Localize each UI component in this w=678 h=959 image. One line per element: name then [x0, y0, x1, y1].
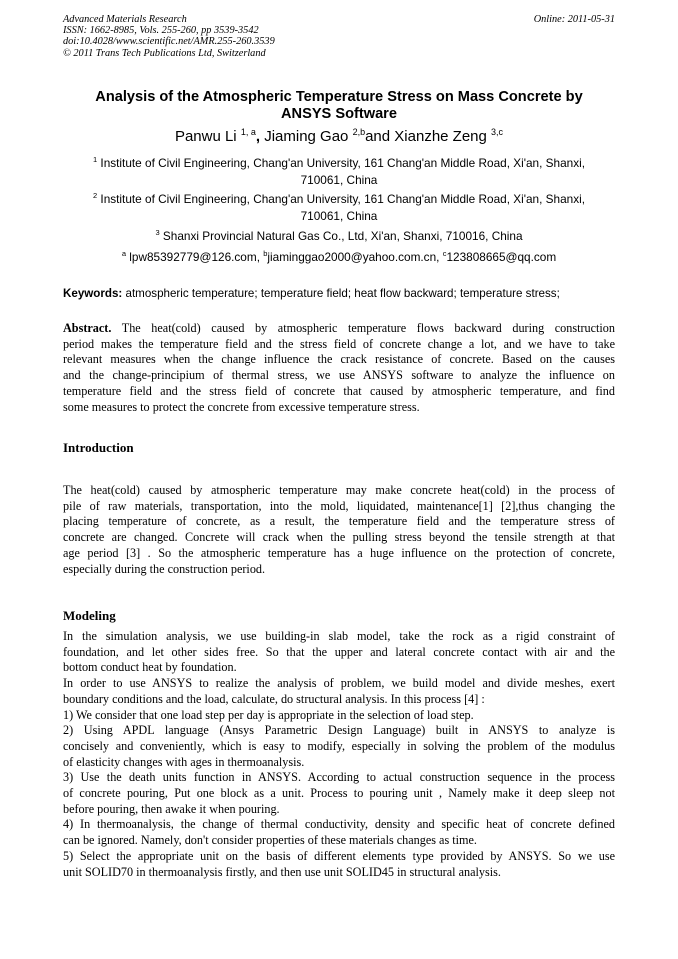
body-line: In order to use ANSYS to realize the analysis of problem, we build model and divide meshes, exert — [63, 676, 615, 691]
body-line: especially during the construction period. — [63, 561, 266, 576]
body-line: concisely and conveniently, which is easy to modify, especially in solving the problem of the modulus — [63, 738, 615, 753]
body-line: before pouring, then awake it when pouring. — [63, 801, 280, 816]
body-line: age period [3] . So the atmospheric temperature has a huge influence on the protection of concrete, — [63, 545, 615, 560]
email-mark: b — [263, 249, 268, 258]
introduction-body — [63, 483, 615, 577]
body-line: foundation, and let other sides free. So that the upper and lateral concrete contact with air and the — [63, 644, 615, 659]
keywords — [63, 285, 623, 302]
affiliation-text: Institute of Civil Engineering, Chang'an University, 161 Chang'an Middle Road, Xi'an, Shanxi, — [100, 192, 586, 206]
body-line: 4) In thermoanalysis, the change of thermal conductivity, density and specific heat of concrete defined — [63, 817, 615, 832]
abstract-label: Abstract. — [63, 321, 112, 335]
body-line: of elasticity changes with ages in thermoanalysis. — [63, 754, 305, 769]
abstract-line: and the change-principium of thermal stress, we use ANSYS software to analyze the influence on — [63, 368, 615, 383]
body-line: 1) We consider that one load step per day is appropriate in the selection of load step. — [63, 707, 474, 722]
journal-copyright: © 2011 Trans Tech Publications Ltd, Switzerland — [63, 47, 266, 59]
affiliation-3 — [63, 228, 615, 245]
author-affiliation-mark: 3,c — [491, 127, 504, 137]
author-separator: and — [365, 128, 395, 145]
author-emails — [63, 249, 615, 266]
online-date: Online: 2011-05-31 — [533, 14, 615, 25]
body-line: boundary conditions and the load, calculate, do structural analysis. In this process [4] : — [63, 691, 485, 706]
body-line: can be ignored. Namely, don't consider properties of these materials changes as time. — [63, 833, 477, 848]
abstract-line: period makes the temperature field and the stress field of concrete change a lot, and we have to take — [63, 336, 615, 351]
affiliation-text: 710061, China — [300, 209, 378, 223]
body-line: In the simulation analysis, we use building-in slab model, take the rock as a rigid constraint of — [63, 629, 615, 643]
journal-header — [63, 14, 615, 59]
paper-title-line-2: ANSYS Software — [281, 106, 397, 122]
author-name: Xianzhe Zeng — [394, 128, 487, 145]
affiliation-text: Institute of Civil Engineering, Chang'an University, 161 Chang'an Middle Road, Xi'an, Shanxi, — [100, 156, 586, 170]
paper-title — [63, 89, 615, 123]
body-line: 2) Using APDL language (Ansys Parametric Design Language) built in ANSYS to analyze is — [63, 723, 615, 738]
body-line: of concrete pouring, Put one block as a unit. Process to pouring unit , Namely make it deep sleep not — [63, 786, 615, 801]
section-heading-modeling: Modeling — [63, 608, 116, 623]
keywords-text: atmospheric temperature; temperature field; heat flow backward; temperature stress; — [122, 287, 560, 300]
author-separator: , — [255, 128, 265, 145]
journal-doi: doi:10.4028/www.scientific.net/AMR.255-260.3539 — [63, 36, 275, 48]
keywords-label: Keywords: — [63, 287, 123, 300]
body-line: concrete are changed. Concrete will crack when the pulling stress beyond the tensile strength at that — [63, 530, 615, 545]
affiliation-mark: 3 — [155, 228, 160, 237]
abstract-line: some measures to protect the concrete from excessive temperature stress. — [63, 399, 420, 414]
body-line: placing temperature of concrete, as a result, the temperature field and the temperature stress of — [63, 514, 615, 529]
body-line: pile of raw materials, transportation, into the mold, liquidated, maintenance[1] [2],thus changing the — [63, 498, 615, 513]
body-line: unit SOLID70 in thermoanalysis firstly, and then use unit SOLID45 in structural analysis. — [63, 864, 501, 879]
abstract — [63, 321, 615, 415]
abstract-line: temperature field and the stress field of concrete that caused by atmospheric temperature, and find — [63, 383, 615, 398]
author-name: Jiaming Gao — [264, 128, 349, 145]
author-affiliation-mark: 2,b — [352, 127, 366, 137]
affiliation-mark: 2 — [92, 191, 98, 200]
author-list — [63, 128, 615, 146]
section-heading-introduction: Introduction — [63, 440, 134, 455]
affiliation-mark: 1 — [92, 155, 98, 164]
journal-issn: ISSN: 1662-8985, Vols. 255-260, pp 3539-3542 — [63, 25, 259, 37]
body-line: The heat(cold) caused by atmospheric temperature may make concrete heat(cold) in the process of — [63, 483, 615, 497]
affiliation-1 — [63, 155, 615, 189]
paper-title-line-1: Analysis of the Atmospheric Temperature Stress on Mass Concrete by — [95, 89, 583, 105]
author-name: Panwu Li — [174, 128, 237, 145]
affiliation-text: Shanxi Provincial Natural Gas Co., Ltd, Xi'an, Shanxi, 710016, China — [162, 229, 523, 243]
body-line: bottom conduct heat by foundation. — [63, 660, 237, 675]
email-link[interactable]: jiaminggao2000@yahoo.com.cn, — [267, 250, 443, 264]
modeling-body — [63, 629, 615, 880]
journal-name: Advanced Materials Research — [63, 14, 187, 25]
abstract-line: relevant measures when the change influence the crack resistance of concrete. Based on the causes — [63, 352, 615, 367]
email-link[interactable]: lpw85392779@126.com, — [129, 250, 264, 264]
email-mark: c — [442, 249, 447, 258]
abstract-line: Abstract. The heat(cold) caused by atmospheric temperature flows backward during construction — [63, 321, 615, 335]
affiliation-text: 710061, China — [300, 173, 378, 187]
email-mark: a — [121, 249, 126, 258]
body-line: 3) Use the death units function in ANSYS. According to actual construction sequence in the process — [63, 770, 615, 785]
body-line: 5) Select the appropriate unit on the basis of different elements type provided by ANSYS. So we use — [63, 848, 615, 863]
affiliation-2 — [63, 191, 615, 225]
email-link[interactable]: 123808665@qq.com — [446, 250, 557, 264]
author-affiliation-mark: 1, a — [240, 127, 256, 137]
